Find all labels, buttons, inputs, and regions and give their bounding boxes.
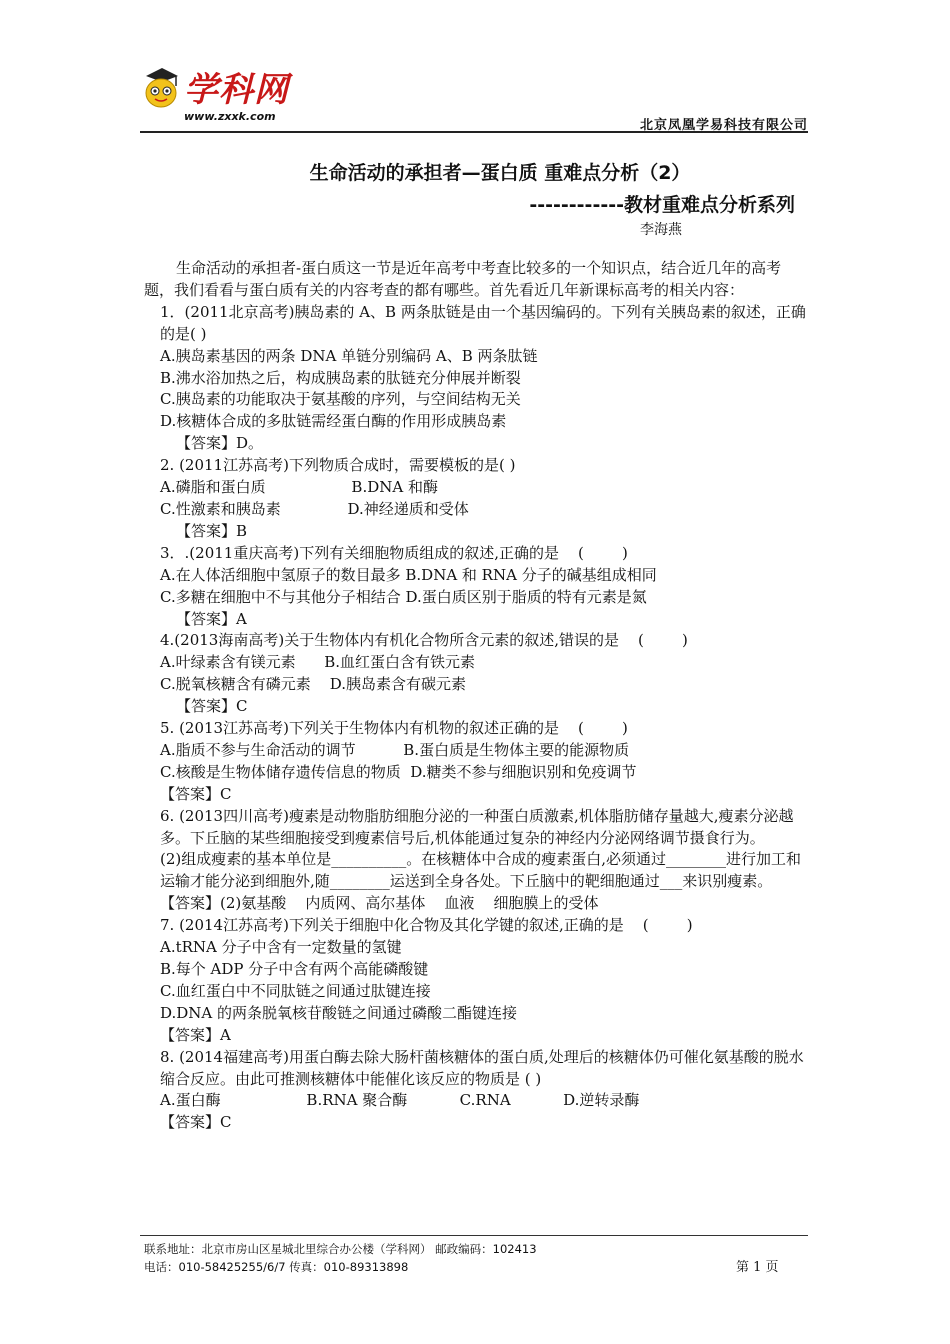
question-option: C.脱氧核糖含有磷元素 D.胰岛素含有碳元素 xyxy=(160,675,467,694)
question-answer: 【答案】A xyxy=(160,1025,231,1044)
logo-url[interactable]: www.zxxk.com xyxy=(184,110,276,123)
document-body xyxy=(144,258,808,1134)
question-option: C.核酸是生物体储存遗传信息的物质 D.糖类不参与细胞识别和免疫调节 xyxy=(160,762,637,781)
question-answer: 【答案】C xyxy=(176,697,248,716)
question-option: B.每个 ADP 分子中含有两个高能磷酸键 xyxy=(160,960,429,978)
intro-paragraph: 生命活动的承担者-蛋白质这一节是近年高考中考查比较多的一个知识点，结合近几年的高考题，我们看看与蛋白质有关的内容考查的都有哪些。首先看近几年新课标高考的相关内容： xyxy=(144,259,782,299)
author-name: 李海燕 xyxy=(640,222,682,238)
question-answer: 【答案】(2)氨基酸 内质网、高尔基体 血液 细胞膜上的受体 xyxy=(160,894,599,913)
footer-address: 联系地址：北京市房山区星城北里综合办公楼（学科网） 邮政编码：102413 xyxy=(144,1242,537,1256)
question-stem: 4.(2013海南高考)关于生物体内有机化合物所含元素的叙述,错误的是 ( ) xyxy=(160,631,688,650)
question-option: A.胰岛素基因的两条 DNA 单链分别编码 A、B 两条肽链 xyxy=(160,346,538,365)
question-option: B.沸水浴加热之后，构成胰岛素的肽链充分伸展并断裂 xyxy=(160,368,521,387)
logo-text: 学科网 xyxy=(184,70,289,110)
question-option: D.核糖体合成的多肽链需经蛋白酶的作用形成胰岛素 xyxy=(160,412,507,431)
header-divider xyxy=(140,131,808,133)
page-number: 第 1 页 xyxy=(736,1260,779,1275)
question-option: C.多糖在细胞中不与其他分子相结合 D.蛋白质区别于脂质的特有元素是氮 xyxy=(160,587,647,606)
footer-divider xyxy=(140,1235,808,1236)
zxxk-logo[interactable] xyxy=(140,58,340,128)
question-subpart: (2)组成瘦素的基本单位是__________。在核糖体中合成的瘦素蛋白,必须通过________进行加工和运输才能分泌到细胞外,随________运送到全身各处。下丘脑中的靶细胞通过___来识别瘦素。 xyxy=(160,850,802,891)
question-stem: 3．.(2011重庆高考)下列有关细胞物质组成的叙述,正确的是 ( ) xyxy=(160,543,628,562)
mascot-icon xyxy=(142,66,180,110)
question-option: C.胰岛素的功能取决于氨基酸的序列，与空间结构无关 xyxy=(160,390,521,409)
question-option: D.DNA 的两条脱氧核苷酸链之间通过磷酸二酯键连接 xyxy=(160,1003,518,1022)
question-option: A.叶绿素含有镁元素 B.血红蛋白含有铁元素 xyxy=(160,653,476,672)
document-title: 生命活动的承担者—蛋白质 重难点分析（2） xyxy=(309,162,691,184)
question-option: A.在人体活细胞中氢原子的数目最多 B.DNA 和 RNA 分子的碱基组成相同 xyxy=(160,565,657,584)
question-stem: 6. (2013四川高考)瘦素是动物脂肪细胞分泌的一种蛋白质激素,机体脂肪储存量越大,瘦素分泌越多。下丘脑的某些细胞接受到瘦素信号后,机体能通过复杂的神经内分泌网络调节摄食行为。 xyxy=(160,806,794,847)
document-subtitle: ------------教材重难点分析系列 xyxy=(529,194,795,216)
footer-phone: 电话：010-58425255/6/7 传真：010-89313898 xyxy=(144,1260,409,1274)
question-stem: 8. (2014福建高考)用蛋白酶去除大肠杆菌核糖体的蛋白质,处理后的核糖体仍可催化氨基酸的脱水缩合反应。由此可推测核糖体中能催化该反应的物质是 ( ) xyxy=(160,1047,804,1088)
question-stem: 1．(2011北京高考)胰岛素的 A、B 两条肽链是由一个基因编码的。下列有关胰岛素的叙述，正确的是( ) xyxy=(160,302,806,343)
question-option: A.蛋白酶 B.RNA 聚合酶 C.RNA D.逆转录酶 xyxy=(160,1091,640,1110)
question-option: C.性激素和胰岛素 D.神经递质和受体 xyxy=(160,499,469,518)
question-option: A.磷脂和蛋白质 B.DNA 和酶 xyxy=(160,478,438,497)
page-header xyxy=(140,58,808,133)
question-stem: 7. (2014江苏高考)下列关于细胞中化合物及其化学键的叙述,正确的是 ( ) xyxy=(160,916,693,935)
company-name: 北京凤凰学易科技有限公司 xyxy=(639,118,808,133)
question-stem: 5. (2013江苏高考)下列关于生物体内有机物的叙述正确的是 ( ) xyxy=(160,719,628,738)
question-answer: 【答案】C xyxy=(160,784,232,803)
question-answer: 【答案】C xyxy=(160,1113,232,1132)
question-option: C.血红蛋白中不同肽链之间通过肽键连接 xyxy=(160,981,431,1000)
question-stem: 2. (2011江苏高考)下列物质合成时，需要模板的是( ) xyxy=(160,456,516,475)
question-answer: 【答案】A xyxy=(176,609,247,628)
question-option: A.tRNA 分子中含有一定数量的氢键 xyxy=(160,938,402,957)
question-answer: 【答案】D。 xyxy=(176,434,264,453)
question-answer: 【答案】B xyxy=(176,521,248,540)
question-option: A.脂质不参与生命活动的调节 B.蛋白质是生物体主要的能源物质 xyxy=(160,740,630,759)
